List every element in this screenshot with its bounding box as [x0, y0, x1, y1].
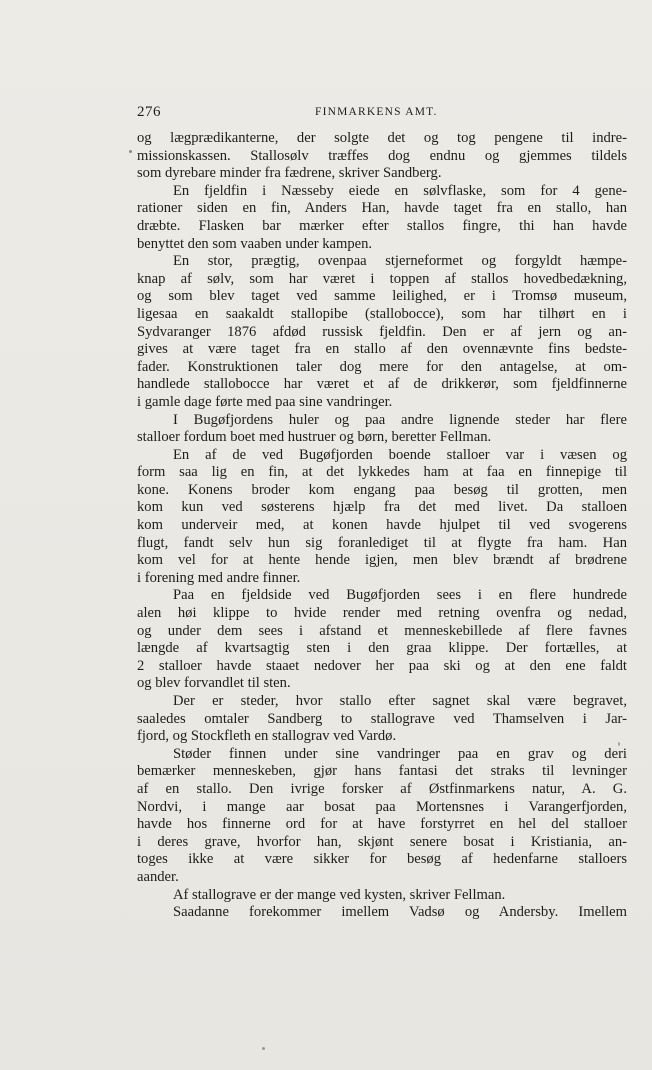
text-line: i forening med andre finner.: [137, 569, 301, 586]
text-line: Der er steder, hvor stallo efter sagnet skal være begravet,: [173, 693, 627, 709]
page-header: [137, 104, 627, 126]
text-line: af en stallo. Den ivrige forsker af Østfinmarkens natur, A. G.: [137, 780, 627, 797]
text-line: knap af sølv, som har været i toppen af stallos hovedbedækning,: [137, 270, 627, 287]
print-speck: [129, 150, 132, 153]
text-line: som dyrebare minder fra fædrene, skriver Sandberg.: [137, 165, 442, 182]
text-line: gives at være taget fra en stallo af den ovennævnte fins bedste-: [137, 341, 627, 358]
text-line: rationer siden en fin, Anders Han, havde taget fra en stallo, han: [137, 200, 627, 217]
text-line: fjord, og Stockfleth en stallograv ved Vardø.: [137, 728, 397, 745]
text-line: 2 stalloer havde staaet nedover her paa ski og at den ene faldt: [137, 657, 627, 674]
text-line: benyttet den som vaaben under kampen.: [137, 235, 373, 252]
body-text: [137, 130, 627, 922]
running-title: FINMARKENS AMT.: [315, 106, 438, 118]
text-line: Af stallograve er der mange ved kysten, skriver Fellman.: [173, 886, 506, 903]
text-line: kone. Konens broder kom engang paa besøg til grotten, men: [137, 481, 627, 498]
text-line: Nordvi, i mange aar bosat paa Mortensnes i Varangerfjorden,: [137, 798, 627, 815]
text-line: ligesaa en saakaldt stallopibe (stallobocce), som har tilhørt en i: [137, 305, 627, 322]
text-line: handlede stallobocce har været et af de drikkerør, som fjeldfinnerne: [137, 376, 627, 393]
text-line: missionskassen. Stallosølv træffes dog endnu og gjemmes tildels: [137, 147, 627, 164]
text-line: og som blev taget ved samme leilighed, er i Tromsø museum,: [137, 288, 627, 305]
text-line: kom vel for at hente hende igjen, men blev brændt af brødrene: [137, 552, 627, 569]
text-line: aander.: [137, 868, 179, 885]
text-line: kom kun ved søsterens hjælp fra det med livet. Da stalloen: [137, 499, 627, 516]
text-line: En fjeldfin i Næsseby eiede en sølvflaske, som for 4 gene-: [173, 182, 627, 199]
text-line: og under dem sees i afstand et menneskebillede af flere favnes: [137, 622, 627, 639]
print-speck: [262, 1047, 265, 1050]
text-line: flugt, fandt selv hun sig foranlediget til at flygte fra ham. Han: [137, 534, 627, 551]
text-line: toges ikke at være sikker for besøg af hedenfarne stalloers: [137, 851, 627, 868]
text-line: fader. Konstruktionen taler dog mere for den antagelse, at om-: [137, 358, 627, 375]
text-line: Paa en fjeldside ved Bugøfjorden sees i en flere hundrede: [173, 587, 627, 604]
text-line: alen høi klippe to hvide render med retning ovenfra og nedad,: [137, 605, 627, 622]
text-line: I Bugøfjordens huler og paa andre lignende steder har flere: [173, 411, 627, 428]
text-line: saaledes omtaler Sandberg to stallograve ved Thamselven i Jar-: [137, 710, 627, 727]
text-line: i deres grave, hvorfor han, skjønt senere bosat i Kristiania, an-: [137, 833, 627, 850]
text-line: Saadanne forekommer imellem Vadsø og Andersby. Imellem: [173, 904, 627, 921]
text-line: og blev forvandlet til sten.: [137, 675, 291, 692]
text-line: længde af kvartsagtig sten i den graa klippe. Der fortælles, at: [137, 640, 627, 657]
text-line: dræbte. Flasken bar mærker efter stallos fingre, thi han havde: [137, 217, 627, 234]
text-line: bemærker menneskeben, gjør hans fantasi det straks til levninger: [137, 763, 627, 780]
text-line: Støder finnen under sine vandringer paa en grav og deri: [173, 745, 627, 762]
text-line: stalloer fordum boet med hustruer og børn, beretter Fellman.: [137, 429, 492, 446]
text-line: i gamle dage førte med paa sine vandringer.: [137, 393, 393, 410]
page-number: 276: [137, 104, 161, 120]
text-line: kom underveir med, at konen havde hjulpet til ved svogerens: [137, 517, 627, 534]
text-line: En stor, prægtig, ovenpaa stjerneformet og forgyldt hæmpe-: [173, 253, 627, 270]
text-line: form saa lig en fin, at det lykkedes ham at faa en finnepige til: [137, 464, 627, 481]
text-line: En af de ved Bugøfjorden boende stalloer var i væsen og: [173, 446, 627, 463]
text-line: havde hos finnerne ord for at have forstyrret en hel del stalloer: [137, 816, 627, 833]
print-speck: [618, 742, 620, 746]
text-line: Sydvaranger 1876 afdød russisk fjeldfin. Den er af jern og an-: [137, 323, 627, 340]
text-line: og lægprædikanterne, der solgte det og tog pengene til indre-: [137, 130, 627, 146]
